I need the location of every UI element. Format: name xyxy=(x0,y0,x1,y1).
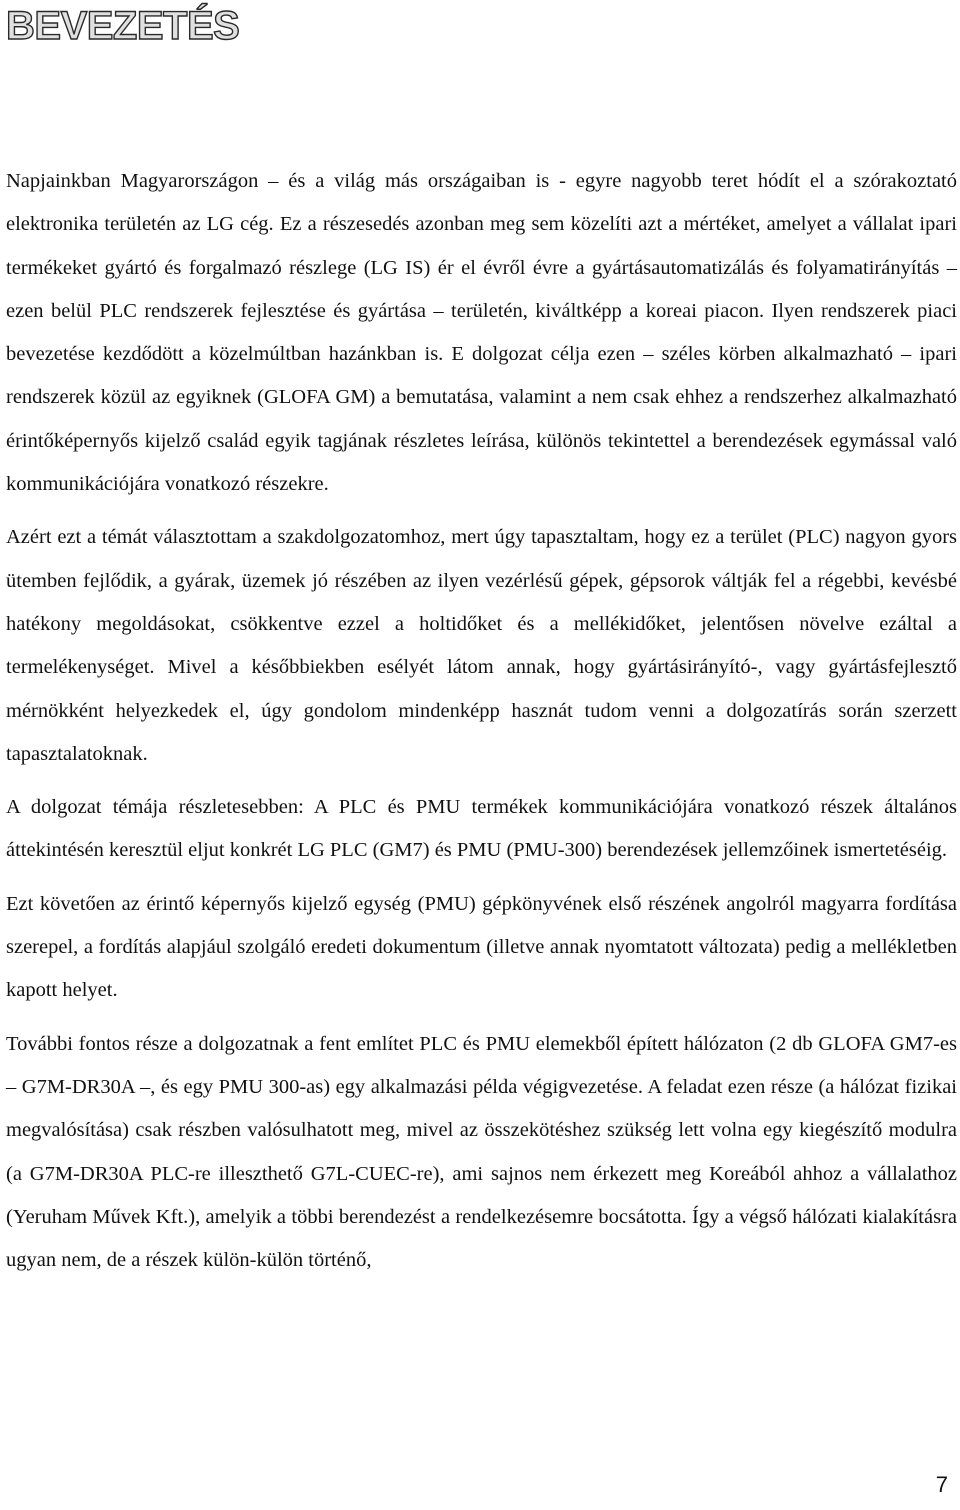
page-number: 7 xyxy=(935,1472,948,1497)
paragraph: További fontos része a dolgozatnak a fent említet PLC és PMU elemekből épített hálózaton (2 db GLOFA GM7-es – G7M-DR30A –, és egy PMU 300-as) egy alkalmazási példa végigvezetése. A feladat ezen része (a hálózat fizikai megvalósítása) csak részben valósulhatott meg, mivel az összekötéshez szükség lett volna egy kiegészítő modulra (a G7M-DR30A PLC-re illeszthető G7L-CUEC-re), ami sajnos nem érkezett meg Koreából ahhoz a vállalathoz (Yeruham Művek Kft.), amelyik a többi berendezést a rendelkezésemre bocsátotta. Így a végső hálózati kialakításra ugyan nem, de a részek külön-külön történő, xyxy=(6,1032,957,1272)
paragraph: Azért ezt a témát választottam a szakdolgozatomhoz, mert úgy tapasztaltam, hogy ez a terület (PLC) nagyon gyors ütemben fejlődik, a gyárak, üzemek jó részében az ilyen vezérlésű gépek, gépsorok váltják fel a régebbi, kevésbé hatékony megoldásokat, csökkentve ezzel a holtidőket és a mellékidőket, jelentősen növelve ezáltal a termelékenységet. Mivel a későbbiekben esélyét látom annak, hogy gyártásirányító-, vagy gyártásfejlesztő mérnökként helyezkedek el, úgy gondolom mindenképp hasznát tudom venni a dolgozatírás során szerzett tapasztalatoknak. xyxy=(6,526,957,765)
chapter-heading: BEVEZETÉS xyxy=(6,4,240,48)
paragraph: Ezt követően az érintő képernyős kijelző egység (PMU) gépkönyvének első részének angolról magyarra fordítása szerepel, a fordítás alapjául szolgáló eredeti dokumentum (illetve annak nyomtatott változata) pedig a mellékletben kapott helyet. xyxy=(6,892,957,1002)
paragraph: Napjainkban Magyarországon – és a világ más országaiban is - egyre nagyobb teret hódít el a szórakoztató elektronika területén az LG cég. Ez a részesedés azonban meg sem közelíti azt a mértéket, amelyet a vállalat ipari termékeket gyártó és forgalmazó részlege (LG IS) ér el évről évre a gyártásautomatizálás és folyamatirányítás – ezen belül PLC rendszerek fejlesztése és gyártása – területén, kiváltképp a koreai piacon. Ilyen rendszerek piaci bevezetése kezdődött a közelmúltban hazánkban is. E dolgozat célja ezen – széles körben alkalmazható – ipari rendszerek közül az egyiknek (GLOFA GM) a bemutatása, valamint a nem csak ehhez a rendszerhez alkalmazható érintőképernyős kijelző család egyik tagjának részletes leírása, különös tekintettel a berendezések egymással való kommunikációjára vonatkozó részekre. xyxy=(6,170,957,496)
body-text xyxy=(6,160,957,1292)
paragraph: A dolgozat témája részletesebben: A PLC és PMU termékek kommunikációjára vonatkozó részek általános áttekintésén keresztül eljut konkrét LG PLC (GM7) és PMU (PMU-300) berendezések jellemzőinek ismertetéséig. xyxy=(6,796,957,862)
